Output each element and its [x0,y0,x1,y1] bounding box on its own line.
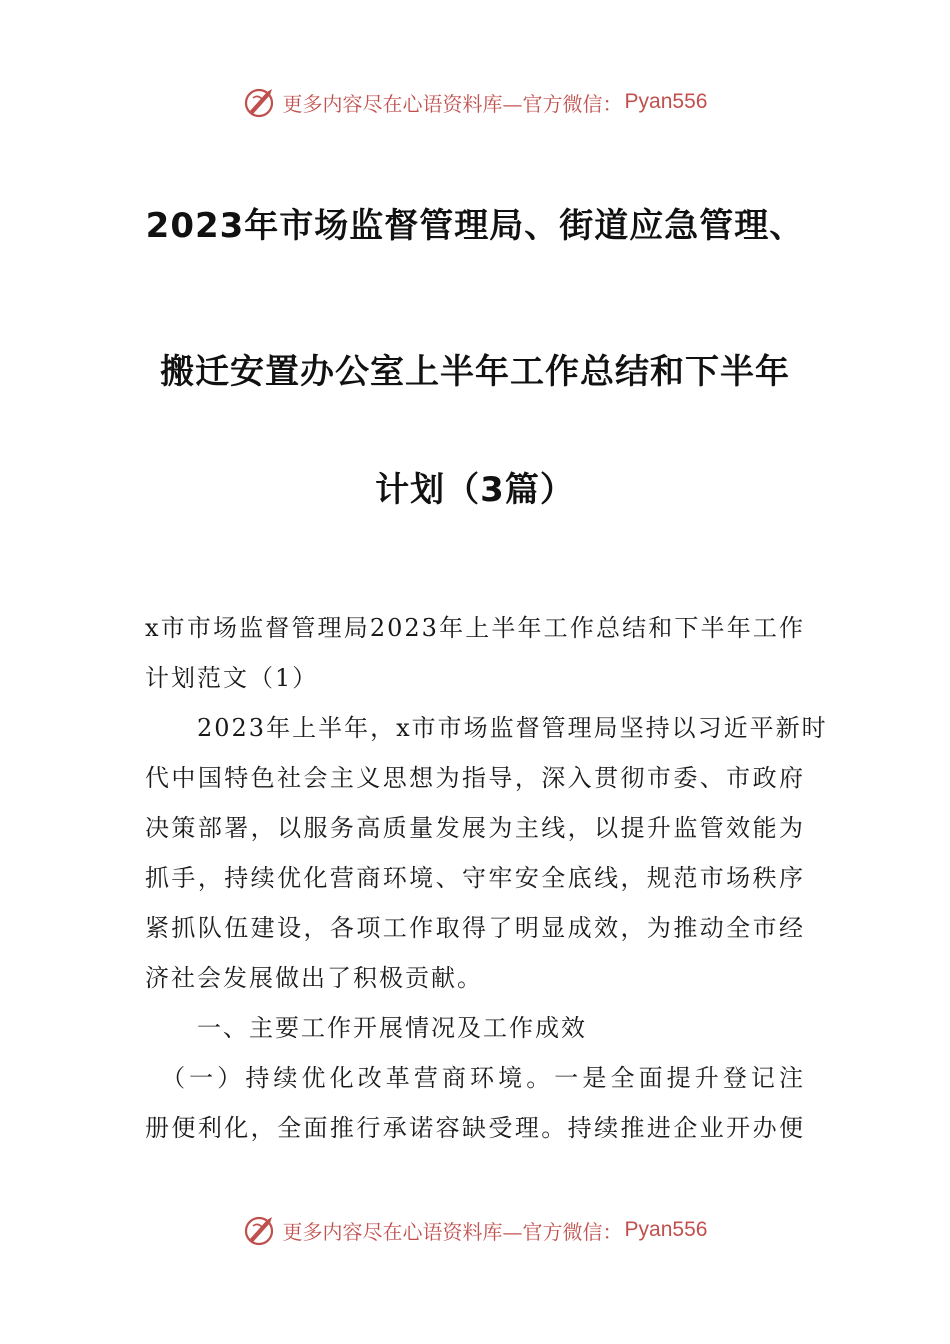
pen-logo-icon [243,84,279,120]
body-line: 计划范文（1） [145,664,319,692]
body-line: 册便利化，全面推行承诺容缺受理。持续推进企业开办便 [145,1114,805,1142]
body-line: 济社会发展做出了积极贡献。 [145,964,483,992]
body-line: x市市场监督管理局2023年上半年工作总结和下半年工作 [145,614,805,642]
body-line: 紧抓队伍建设，各项工作取得了明显成效，为推动全市经 [145,914,805,942]
body-line: 抓手，持续优化营商环境、守牢安全底线，规范市场秩序 [145,864,805,892]
doc-title-line-2: 搬迁安置办公室上半年工作总结和下半年 [160,352,790,392]
wechat-id: Pyan556 [624,1218,708,1241]
body-line: （一）持续优化改革营商环境。一是全面提升登记注 [145,1064,805,1092]
doc-title-line-1: 2023年市场监督管理局、街道应急管理、 [145,206,805,246]
banner-text: 更多内容尽在心语资料库—官方微信： [282,91,623,116]
body-line: 代中国特色社会主义思想为指导，深入贯彻市委、市政府 [145,764,805,792]
body-line: 2023年上半年，x市市场监督管理局坚持以习近平新时 [145,714,828,742]
body-line: 决策部署，以服务高质量发展为主线，以提升监管效能为 [145,814,805,842]
banner-text: 更多内容尽在心语资料库—官方微信： [282,1219,623,1244]
section-heading: 一、主要工作开展情况及工作成效 [145,1014,587,1042]
wechat-id: Pyan556 [624,90,708,113]
footer-banner [0,1210,950,1250]
doc-title-line-3: 计划（3篇） [375,470,575,510]
header-banner [0,82,950,122]
pen-logo-icon [243,1212,279,1248]
